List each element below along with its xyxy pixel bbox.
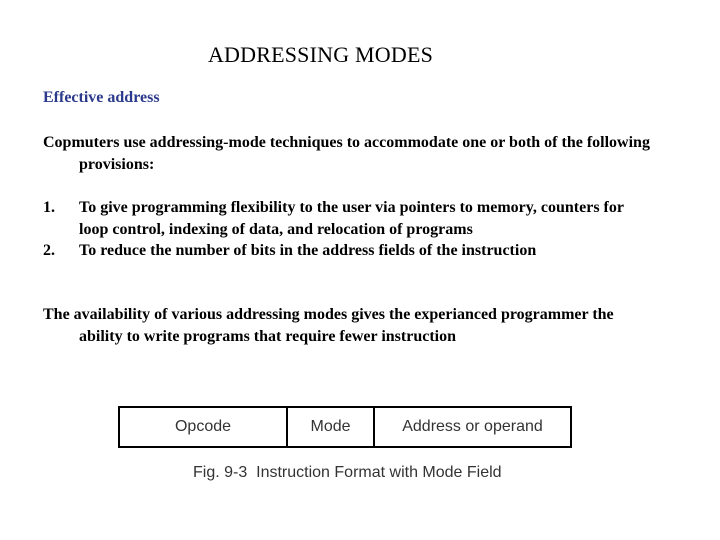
intro-paragraph: Copmuters use addressing-mode techniques to accommodate one or both of the following provisions: [43, 134, 650, 173]
opcode-field: Opcode [120, 408, 288, 446]
list-item [43, 240, 643, 262]
list-number: 1. [43, 199, 55, 216]
instruction-format-diagram [118, 406, 572, 448]
address-field: Address or operand [402, 418, 543, 435]
list-number: 2. [43, 242, 55, 259]
mode-field: Mode [288, 408, 375, 446]
slide-title: ADDRESSING MODES [207, 42, 434, 67]
subtitle: Effective address [43, 89, 160, 106]
list-item [43, 197, 643, 240]
list-text: To give programming flexibility to the user via pointers to memory, counters for loop control, indexing of data, and relocation of programs [79, 199, 624, 238]
closing-paragraph: The availability of various addressing modes gives the experianced programmer the ability to write programs that require fewer instruction [43, 306, 614, 345]
figure-caption: Fig. 9-3 Instruction Format with Mode Field [193, 464, 502, 481]
list-text: To reduce the number of bits in the address fields of the instruction [79, 242, 537, 259]
provisions-list [43, 197, 643, 262]
